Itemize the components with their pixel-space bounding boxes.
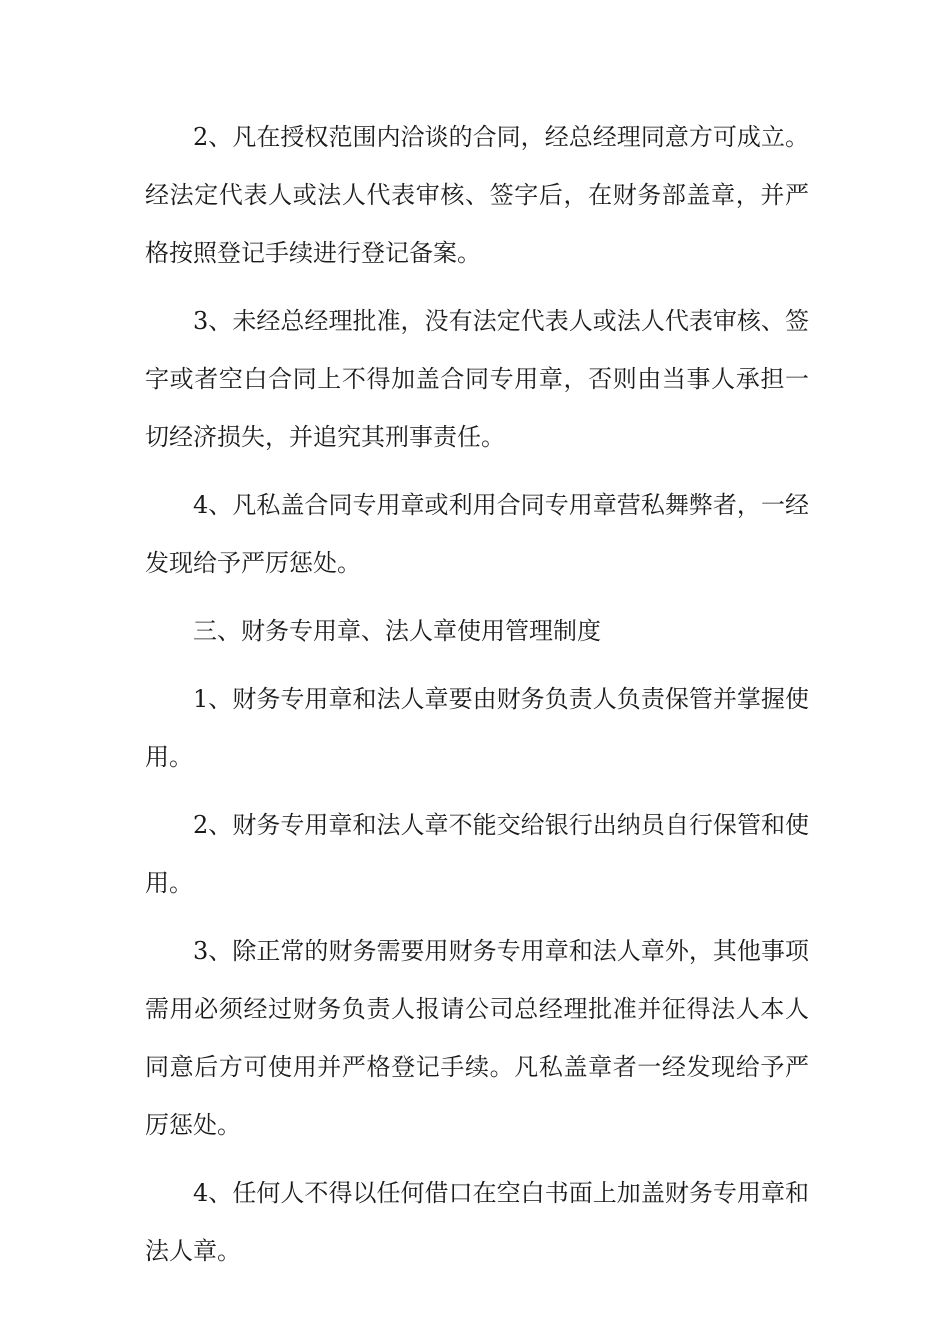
paragraph-finance-cashier: 2、财务专用章和法人章不能交给银行出纳员自行保管和使用。 <box>145 811 809 897</box>
paragraph-finance-blank-paper: 4、任何人不得以任何借口在空白书面上加盖财务专用章和法人章。 <box>145 1179 809 1265</box>
paragraph-finance-custody: 1、财务专用章和法人章要由财务负责人负责保管并掌握使用。 <box>145 685 809 771</box>
document-page <box>145 108 809 1280</box>
paragraph-contract-misuse: 4、凡私盖合同专用章或利用合同专用章营私舞弊者，一经发现给予严厉惩处。 <box>145 491 809 577</box>
section-heading-finance-seal: 三、财务专用章、法人章使用管理制度 <box>193 617 601 645</box>
paragraph-contract-unapproved: 3、未经总经理批准，没有法定代表人或法人代表审核、签字或者空白合同上不得加盖合同专用章，否则由当事人承担一切经济损失，并追究其刑事责任。 <box>145 307 809 451</box>
paragraph-contract-approval: 2、凡在授权范围内洽谈的合同，经总经理同意方可成立。经法定代表人或法人代表审核、签字后，在财务部盖章，并严格按照登记手续进行登记备案。 <box>145 123 809 267</box>
paragraph-finance-other-use: 3、除正常的财务需要用财务专用章和法人章外，其他事项需用必须经过财务负责人报请公司总经理批准并征得法人本人同意后方可使用并严格登记手续。凡私盖章者一经发现给予严厉惩处。 <box>145 937 809 1139</box>
